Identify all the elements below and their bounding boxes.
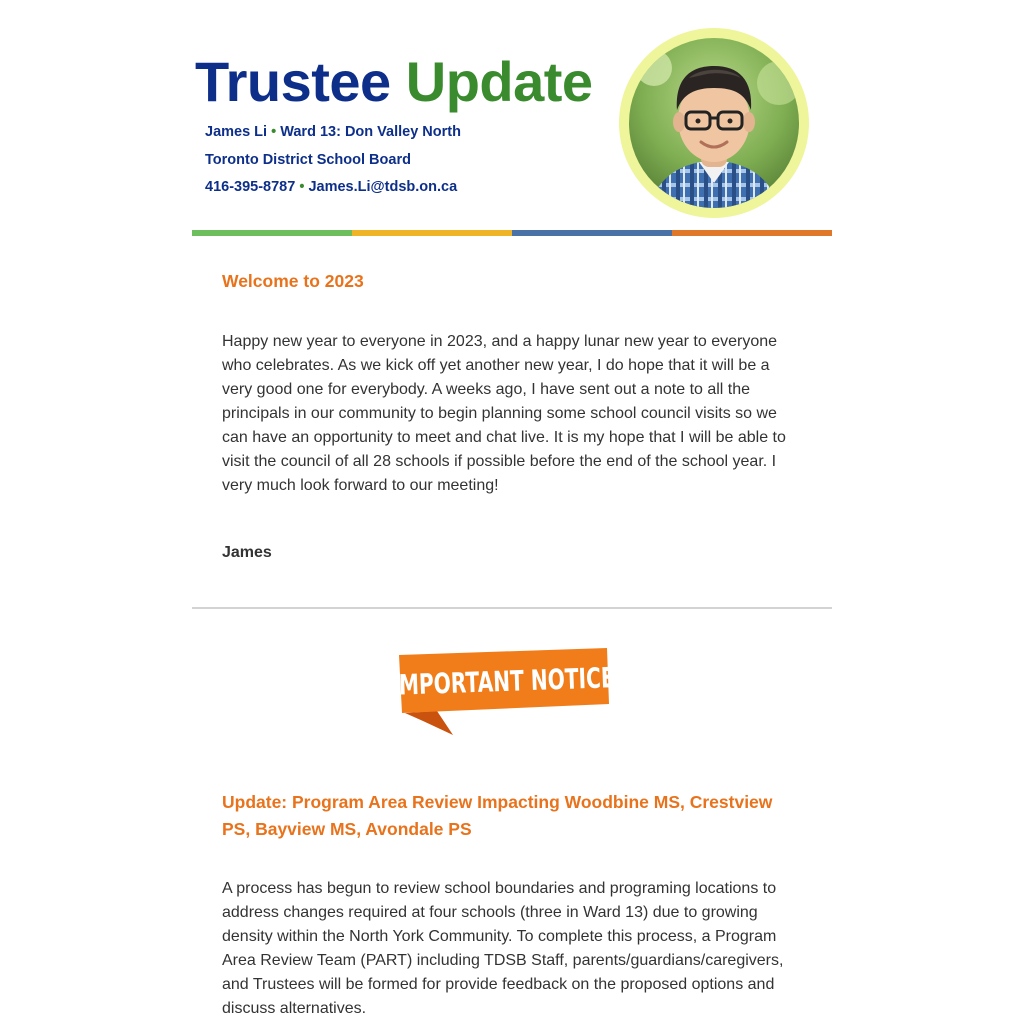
trustee-name: James Li <box>205 124 268 140</box>
update-body-section <box>222 877 802 1021</box>
welcome-body-section <box>222 330 802 498</box>
color-bar-orange <box>672 230 832 236</box>
trustee-photo-frame <box>619 28 809 218</box>
contact-line <box>205 176 461 204</box>
color-bar-green <box>192 230 352 236</box>
school-board-name: Toronto District School Board <box>205 151 411 168</box>
portrait-illustration <box>629 38 799 208</box>
update-section <box>222 789 802 843</box>
trustee-photo <box>629 38 799 208</box>
newsletter <box>192 0 832 1024</box>
important-notice-banner <box>390 645 616 740</box>
newsletter-header <box>192 0 832 236</box>
ward-label: Ward 13: Don Valley North <box>280 124 461 140</box>
board-line <box>205 149 461 177</box>
title-update: Update <box>405 50 593 113</box>
welcome-heading: Welcome to 2023 <box>222 271 364 291</box>
update-heading: Update: Program Area Review Impacting Woodbine MS, Crestview PS, Bayview MS, Avondale PS <box>222 792 773 839</box>
welcome-paragraph: Happy new year to everyone in 2023, and a happy lunar new year to everyone who celebrates. As we kick off yet another new year, I do hope that it will be a very good one for everybody. A weeks ago, I have sent out a note to all the principals in our community to begin planning some school council visits so we can have an opportunity to meet and chat live. It is my hope that I will be able to visit the council of all 28 schools if possible before the end of the school year. I very much look forward to our meeting! <box>222 333 786 494</box>
newsletter-title <box>195 50 593 114</box>
separator-dot: • <box>299 179 305 195</box>
phone-number[interactable]: 416-395-8787 <box>205 179 296 195</box>
color-bar-blue <box>512 230 672 236</box>
title-trustee: Trustee <box>195 50 391 113</box>
section-divider <box>192 607 832 609</box>
signature: James <box>222 544 272 561</box>
separator-dot: • <box>271 124 277 140</box>
email-link[interactable]: James.Li@tdsb.on.ca <box>308 179 458 195</box>
notice-banner-text: IMPORTANT NOTICE <box>390 660 616 702</box>
trustee-contact-info <box>205 121 461 204</box>
color-bar-yellow <box>352 230 512 236</box>
welcome-section <box>222 268 802 295</box>
name-ward-line <box>205 121 461 149</box>
welcome-signature-section <box>222 544 802 562</box>
update-paragraph: A process has begun to review school boundaries and programing locations to address changes required at four schools (three in Ward 13) due to growing density within the North York Community. To complete this process, a Program Area Review Team (PART) including TDSB Staff, parents/guardians/caregivers, and Trustees will be formed for provide feedback on the proposed options and discuss alternatives. <box>222 880 784 1017</box>
header-color-bar <box>192 230 832 236</box>
